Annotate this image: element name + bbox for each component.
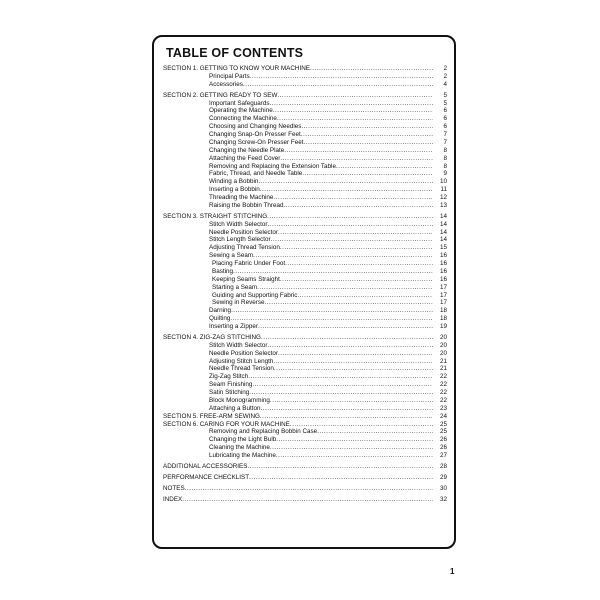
toc-section-row (163, 92, 447, 100)
toc-entry-label: Darning (209, 307, 232, 315)
toc-entry-page: 26 (439, 436, 447, 444)
toc-item-row (163, 350, 447, 358)
toc-entry-label: INDEX (163, 495, 183, 503)
toc-entry-page: 6 (443, 123, 447, 131)
toc-item-row (163, 284, 447, 292)
toc-entry-page: 15 (439, 244, 447, 252)
toc-entry-label: Threading the Machine (209, 194, 274, 201)
toc-entry-label: Operating the Machine (209, 107, 273, 115)
toc-appendix-row (163, 474, 447, 482)
toc-item-row (163, 260, 447, 268)
toc-item-row (163, 100, 447, 108)
toc-entry-label: SECTION 4. ZIG-ZAG STITCHING (163, 333, 261, 341)
toc-item-row (163, 405, 447, 413)
dot-leader (285, 260, 433, 268)
toc-entry-page: 26 (439, 444, 447, 452)
toc-entry-label: Important Safeguards (209, 99, 270, 107)
toc-item-row (163, 252, 447, 260)
toc-item-row (163, 155, 447, 163)
toc-entry-page: 16 (439, 267, 447, 275)
toc-entry-label: Stitch Width Selector (209, 341, 268, 349)
dot-leader (317, 428, 433, 436)
dot-leader (336, 163, 433, 171)
toc-item-row (163, 202, 447, 210)
toc-item-row (163, 323, 447, 331)
toc-entry-page: 8 (443, 162, 447, 170)
toc-entry-page: 14 (439, 220, 447, 228)
dot-leader (260, 186, 433, 194)
toc-section-row (163, 65, 447, 73)
page-number: 1 (450, 567, 455, 576)
dot-leader (249, 389, 433, 397)
toc-entry-label: Accessories (209, 80, 243, 88)
dot-leader (248, 373, 433, 381)
toc-entry-label: SECTION 1. GETTING TO KNOW YOUR MACHINE (163, 65, 310, 72)
toc-entry-page: 21 (439, 357, 447, 365)
toc-entry-page: 25 (439, 428, 447, 436)
toc-entry-page: 7 (443, 131, 447, 138)
toc-entry-label: Stitch Width Selector (209, 220, 268, 228)
dot-leader (280, 244, 433, 252)
toc-entry-label: Block Monogramming (209, 396, 270, 404)
toc-item-row (163, 221, 447, 229)
toc-entry-page: 14 (439, 228, 447, 236)
toc-entry-label: Zig-Zag Stitch (209, 373, 249, 381)
dot-leader (243, 81, 433, 89)
toc-entry-page: 6 (443, 115, 447, 123)
toc-entry-page: 4 (443, 80, 447, 88)
toc-entry-page: 9 (443, 170, 447, 178)
toc-entry-page: 22 (439, 373, 447, 381)
dot-leader (185, 485, 433, 493)
toc-entry-label: Keeping Seams Straight (212, 275, 280, 283)
toc-item-row (163, 81, 447, 89)
dot-leader (277, 92, 433, 100)
toc-entry-page: 11 (440, 186, 447, 194)
toc-entry-label: Needle Position Selector (209, 349, 278, 357)
toc-item-row (163, 178, 447, 186)
toc-appendix-row (163, 496, 447, 504)
toc-item-row (163, 389, 447, 397)
toc-entry-label: Changing the Light Bulb (209, 436, 277, 444)
toc-entry-page: 2 (443, 65, 447, 72)
dot-leader (301, 123, 433, 131)
page-title: TABLE OF CONTENTS (166, 46, 304, 60)
toc-entry-page: 23 (439, 404, 447, 412)
toc-entry-page: 16 (439, 260, 447, 267)
toc-entry-label: Basting (212, 267, 234, 275)
toc-entry-label: Starting a Seam (212, 283, 258, 291)
toc-entry-page: 14 (439, 212, 447, 220)
dot-leader (278, 229, 433, 237)
toc-entry-label: Needle Thread Tension (209, 365, 274, 373)
toc-entry-page: 7 (443, 138, 447, 146)
dot-leader (233, 268, 433, 276)
toc-entry-page: 28 (439, 462, 447, 470)
toc-entry-label: Attaching the Feed Cover (209, 154, 281, 162)
toc-entry-label: Guiding and Supporting Fabric (212, 291, 298, 299)
toc-entry-page: 27 (439, 452, 447, 459)
toc-item-row (163, 397, 447, 405)
toc-entry-label: Adjusting Stitch Length (209, 357, 274, 365)
toc-entry-label: Changing the Needle Plate (209, 146, 285, 154)
dot-leader (304, 139, 434, 147)
dot-leader (249, 474, 433, 482)
toc-item-row (163, 342, 447, 350)
toc-entry-page: 20 (439, 349, 447, 357)
toc-item-row (163, 229, 447, 237)
dot-leader (273, 194, 433, 202)
dot-leader (274, 365, 433, 373)
dot-leader (273, 107, 433, 115)
dot-leader (260, 405, 433, 413)
dot-leader (280, 276, 433, 284)
toc-entry-label: Principal Parts (209, 72, 250, 80)
toc-entry-label: Attaching a Button (209, 404, 261, 412)
toc-entry-label: Satin Stitching (209, 389, 250, 396)
dot-leader (252, 381, 433, 389)
dot-leader (230, 315, 433, 323)
toc-entry-label: Inserting a Zipper (209, 323, 259, 330)
toc-entry-page: 17 (439, 299, 447, 307)
toc-item-row (163, 307, 447, 315)
toc-entry-page: 21 (439, 365, 447, 373)
toc-entry-label: Lubricating the Machine (209, 452, 276, 459)
dot-leader (250, 73, 433, 81)
toc-item-row (163, 115, 447, 123)
dot-leader (231, 307, 433, 315)
toc-item-row (163, 444, 447, 452)
toc-entry-label: Sewing a Seam (209, 252, 254, 260)
toc-entry-label: Connecting the Machine (209, 115, 277, 123)
toc-entry-page: 18 (439, 315, 447, 323)
toc-entry-label: Changing Snap-On Presser Feet (209, 131, 301, 138)
dot-leader (270, 100, 433, 108)
dot-leader (253, 252, 433, 260)
toc-entry-label: Placing Fabric Under Foot (212, 260, 286, 267)
toc-entry-page: 8 (443, 146, 447, 154)
toc-entry-label: Fabric, Thread, and Needle Table (209, 170, 303, 178)
toc-entry-page: 14 (439, 236, 447, 244)
toc-entry-page: 18 (439, 307, 447, 315)
toc-entry-page: 5 (443, 91, 447, 99)
toc-entry-label: Stitch Length Selector (209, 236, 271, 244)
toc-entry-label: NOTES (163, 484, 185, 492)
toc-item-row (163, 452, 447, 460)
dot-leader (290, 421, 433, 429)
dot-leader (261, 334, 433, 342)
toc-section-row (163, 413, 447, 421)
toc-entry-label: SECTION 6. CARING FOR YOUR MACHINE (163, 420, 290, 428)
toc-entry-page: 16 (439, 275, 447, 283)
dot-leader (258, 323, 433, 331)
dot-leader (297, 292, 433, 300)
dot-leader (271, 236, 433, 244)
toc-entry-page: 6 (443, 107, 447, 115)
toc-entry-page: 30 (439, 484, 447, 492)
dot-leader (273, 358, 433, 366)
toc-entry-label: PERFORMANCE CHECKLIST (163, 473, 250, 481)
toc-entry-page: 20 (439, 333, 447, 341)
dot-leader (270, 444, 433, 452)
toc-entry-page: 22 (439, 396, 447, 404)
toc-entry-page: 17 (439, 283, 447, 291)
toc-entry-page: 2 (443, 72, 447, 80)
toc-entry-label: Choosing and Changing Needles (209, 123, 302, 131)
dot-leader (267, 213, 433, 221)
toc-item-row (163, 381, 447, 389)
toc-item-row (163, 170, 447, 178)
toc-item-row (163, 292, 447, 300)
toc-item-row (163, 436, 447, 444)
toc-entry-label: Changing Screw-On Presser Feet (209, 138, 304, 146)
toc-item-row (163, 236, 447, 244)
toc-appendix-row (163, 463, 447, 471)
toc-entry-label: Adjusting Thread Tension (209, 244, 280, 252)
toc-entry-page: 29 (439, 473, 447, 481)
toc-entry-label: Winding a Bobbin (209, 178, 259, 186)
dot-leader (302, 170, 433, 178)
toc-item-row (163, 244, 447, 252)
toc-entry-page: 19 (439, 323, 447, 330)
dot-leader (301, 131, 433, 139)
toc-entry-page: 17 (439, 291, 447, 299)
toc-entry-label: Inserting a Bobbin (209, 186, 260, 194)
dot-leader (280, 155, 433, 163)
toc-item-row (163, 373, 447, 381)
toc-item-row (163, 73, 447, 81)
toc-item-row (163, 131, 447, 139)
toc-item-row (163, 163, 447, 171)
dot-leader (247, 463, 433, 471)
toc-entry-page: 12 (439, 194, 447, 201)
dot-leader (276, 452, 433, 460)
toc-entry-label: Needle Position Selector (209, 228, 278, 236)
toc-entry-page: 25 (439, 420, 447, 428)
dot-leader (276, 436, 433, 444)
toc-entry-label: Quilting (209, 315, 231, 323)
toc-entry-page: 5 (443, 99, 447, 107)
toc-entry-page: 16 (439, 252, 447, 260)
dot-leader (278, 350, 433, 358)
table-of-contents (163, 65, 447, 503)
dot-leader (182, 496, 433, 504)
toc-item-row (163, 299, 447, 307)
toc-entry-label: SECTION 3. STRAIGHT STITCHING (163, 212, 268, 220)
dot-leader (283, 202, 433, 210)
dot-leader (267, 342, 433, 350)
toc-entry-page: 13 (439, 201, 447, 209)
dot-leader (310, 65, 433, 73)
toc-entry-label: Sewing in Reverse (212, 299, 265, 307)
toc-entry-label: SECTION 2. GETTING READY TO SEW (163, 91, 278, 99)
toc-entry-label: Raising the Bobbin Thread (209, 201, 284, 209)
toc-item-row (163, 186, 447, 194)
dot-leader (265, 299, 434, 307)
toc-entry-label: ADDITIONAL ACCESSORIES (163, 462, 248, 470)
toc-item-row (163, 123, 447, 131)
toc-entry-page: 24 (439, 412, 447, 420)
toc-item-row (163, 147, 447, 155)
toc-entry-page: 22 (439, 389, 447, 396)
toc-item-row (163, 276, 447, 284)
toc-item-row (163, 315, 447, 323)
toc-section-row (163, 213, 447, 221)
toc-entry-label: Seam Finishing (209, 381, 253, 389)
toc-item-row (163, 107, 447, 115)
toc-item-row (163, 428, 447, 436)
toc-entry-page: 20 (439, 341, 447, 349)
dot-leader (277, 115, 433, 123)
toc-item-row (163, 268, 447, 276)
toc-item-row (163, 194, 447, 202)
toc-entry-label: Removing and Replacing the Extension Table (209, 162, 336, 170)
toc-entry-page: 22 (439, 381, 447, 389)
dot-leader (257, 284, 433, 292)
toc-entry-page: 8 (443, 154, 447, 162)
manual-page (150, 35, 468, 589)
dot-leader (267, 221, 433, 229)
toc-item-row (163, 365, 447, 373)
toc-section-row (163, 334, 447, 342)
toc-entry-page: 32 (439, 495, 447, 503)
toc-entry-label: SECTION 5. FREE-ARM SEWING (163, 412, 260, 420)
toc-item-row (163, 358, 447, 366)
toc-entry-page: 10 (439, 178, 447, 186)
toc-section-row (163, 421, 447, 429)
toc-entry-label: Removing and Replacing Bobbin Case (209, 428, 318, 436)
dot-leader (258, 178, 433, 186)
toc-item-row (163, 139, 447, 147)
dot-leader (260, 413, 433, 421)
toc-entry-label: Cleaning the Machine (209, 444, 270, 452)
toc-appendix-row (163, 485, 447, 493)
dot-leader (270, 397, 433, 405)
dot-leader (284, 147, 433, 155)
